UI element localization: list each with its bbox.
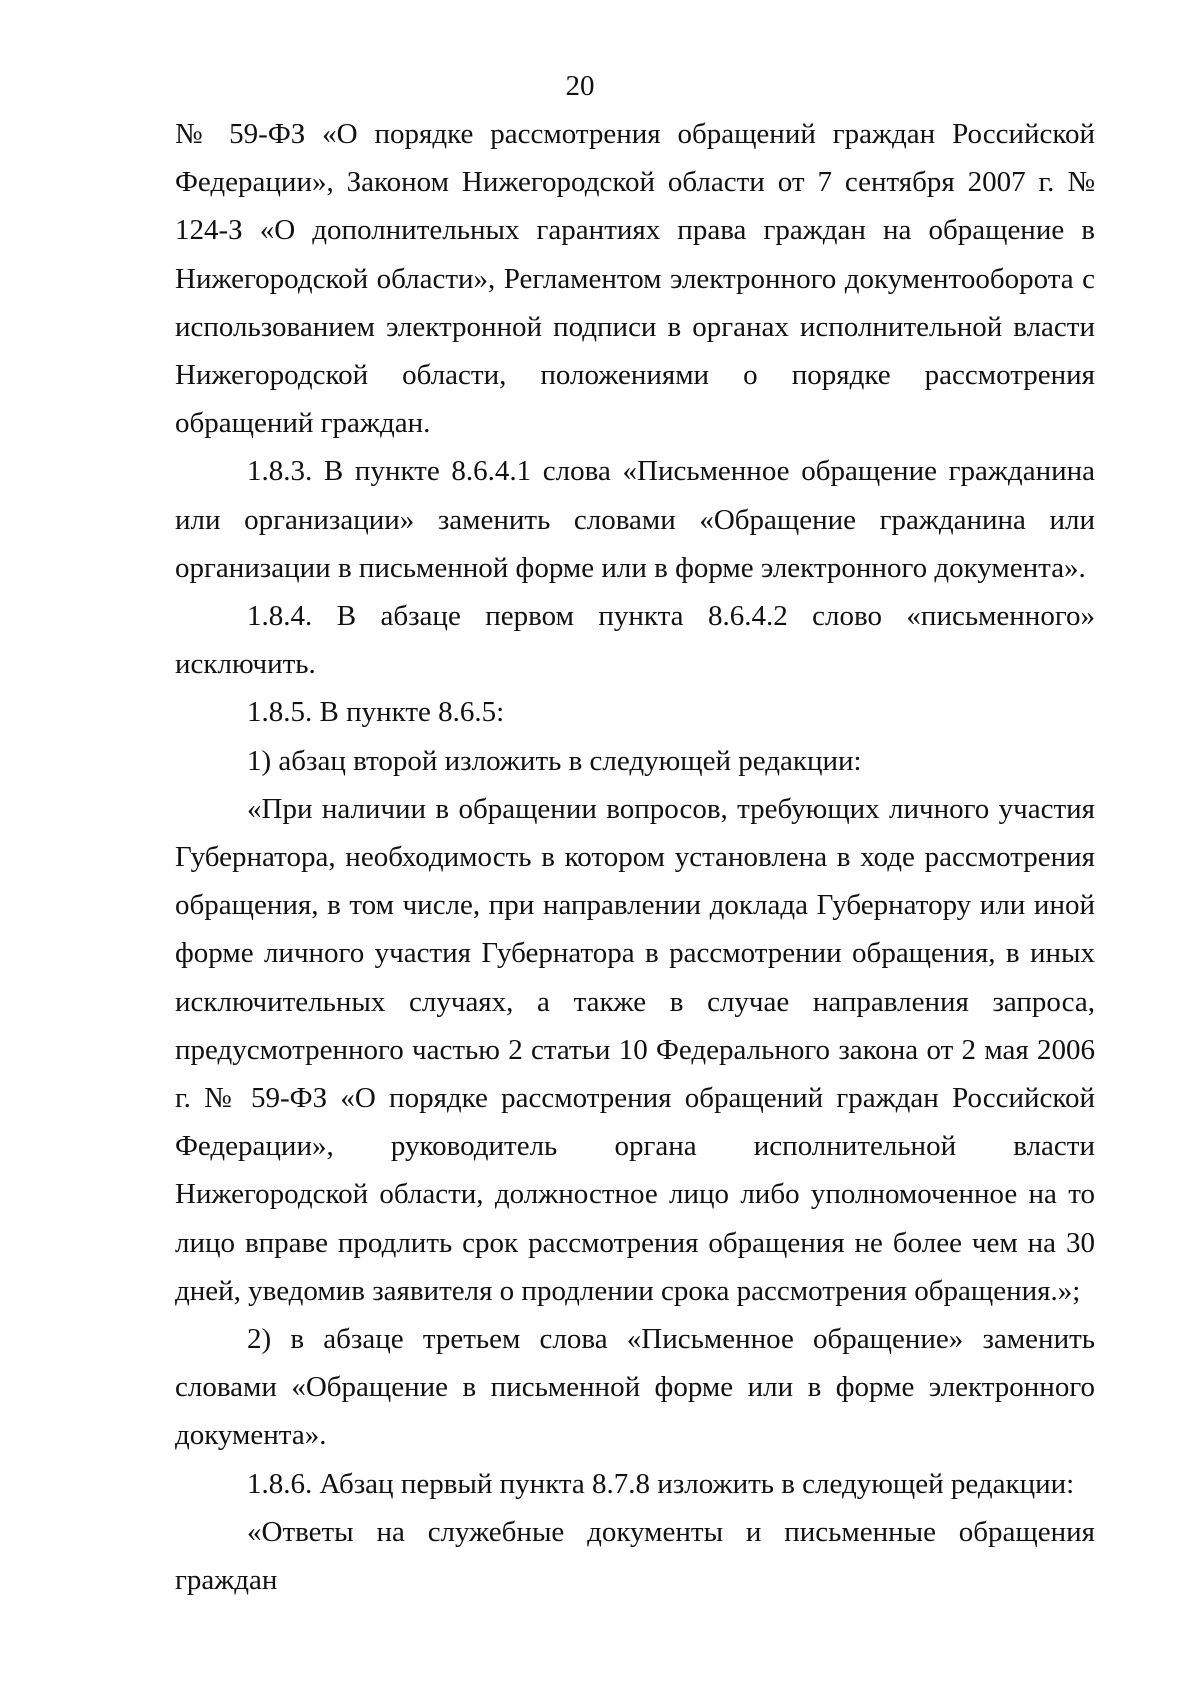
- document-body: [175, 110, 1095, 1604]
- paragraph-1-8-6: 1.8.6. Абзац первый пункта 8.7.8 изложить в следующей редакции:: [247, 1467, 1075, 1500]
- paragraph-1-8-3: 1.8.3. В пункте 8.6.4.1 слова «Письменное обращение гражданина или организации» заменить словами «Обращение гражданина или организации в письменной форме или в форме электронного документа».: [175, 455, 1095, 584]
- paragraph-item-1: 1) абзац второй изложить в следующей редакции:: [247, 744, 862, 777]
- paragraph-quote-governor: «При наличии в обращении вопросов, требующих личного участия Губернатора, необходимость в котором установлена в ходе рассмотрения обращения, в том числе, при направлении доклада Губернатору или иной форме личного участия Губернатора в рассмотрении обращения, в иных исключительных случаях, а также в случае направления запроса, предусмотренного частью 2 статьи 10 Федерального закона от 2 мая 2006 г. № 59-ФЗ «О порядке рассмотрения обращений граждан Российской Федерации», руководитель органа исполнительной власти Нижегородской области, должностное лицо либо уполномоченное на то лицо вправе продлить срок рассмотрения обращения не более чем на 30 дней, уведомив заявителя о продлении срока рассмотрения обращения.»;: [175, 792, 1095, 1307]
- page-number: 20: [565, 70, 595, 102]
- paragraph-1-8-4: 1.8.4. В абзаце первом пункта 8.6.4.2 слово «письменного» исключить.: [175, 600, 1095, 681]
- paragraph-1-8-5: 1.8.5. В пункте 8.6.5:: [247, 696, 505, 729]
- paragraph-1: № 59-ФЗ «О порядке рассмотрения обращений граждан Российской Федерации», Законом Нижегородской области от 7 сентября 2007 г. № 124-З «О дополнительных гарантиях права граждан на обращение в Нижегородской области», Регламентом электронного документооборота с использованием электронной подписи в органах исполнительной власти Нижегородской области, положениями о порядке рассмотрения обращений граждан.: [175, 118, 1095, 440]
- paragraph-item-2: 2) в абзаце третьем слова «Письменное обращение» заменить словами «Обращение в письменной форме или в форме электронного документа».: [175, 1323, 1095, 1452]
- paragraph-quote-answers: «Ответы на служебные документы и письменные обращения граждан: [175, 1515, 1095, 1597]
